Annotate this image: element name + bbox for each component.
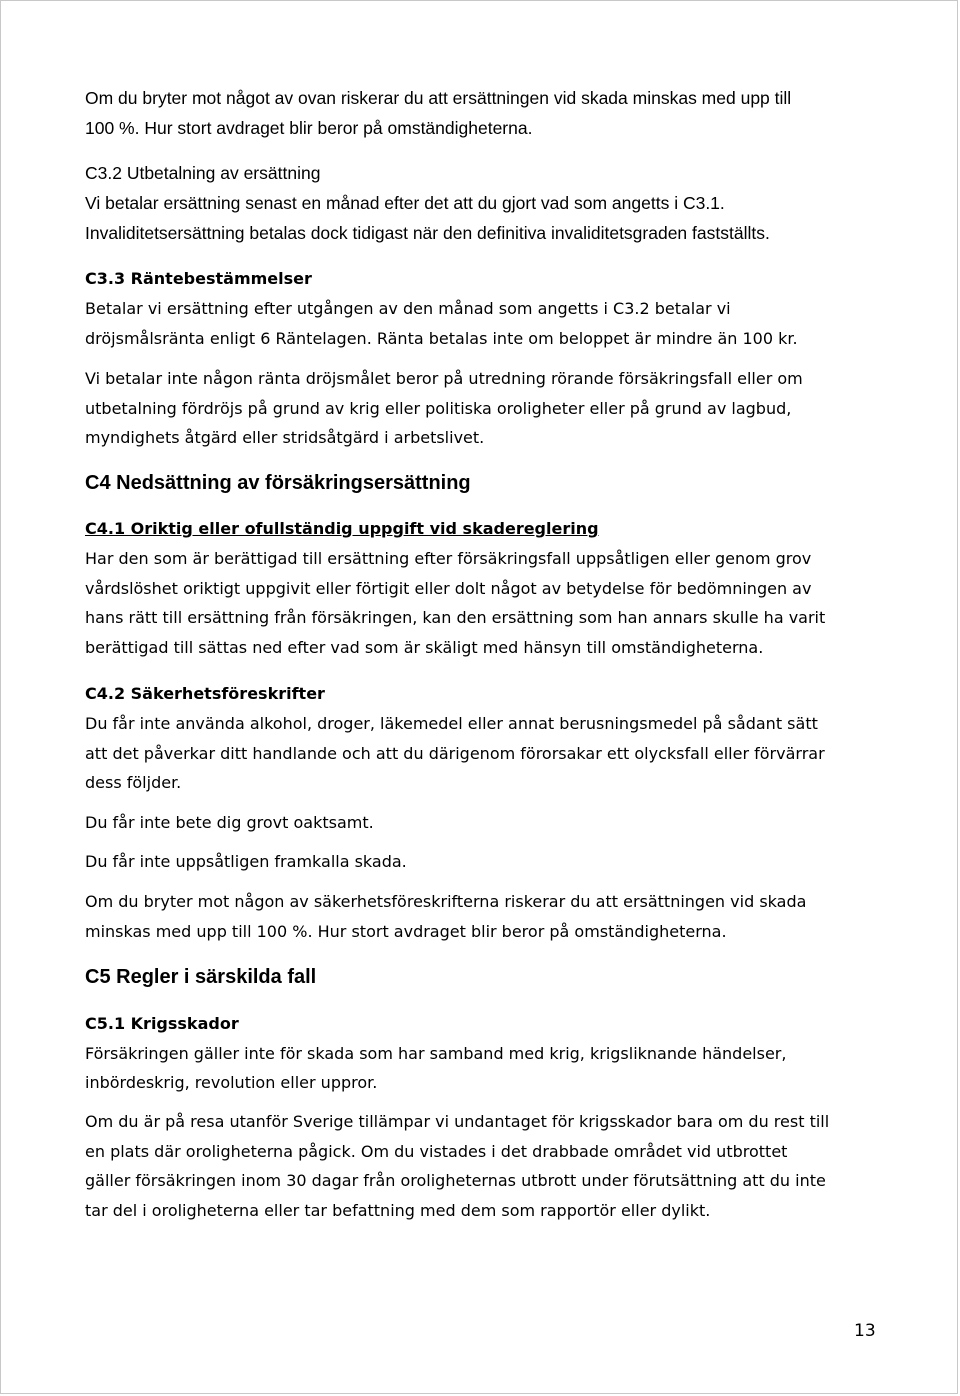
paragraph-line: en plats där oroligheterna pågick. Om du vistades i det drabbade området vid utbrottet bbox=[85, 1142, 788, 1161]
paragraph-line: hans rätt till ersättning från försäkringen, kan den ersättning som han annars skulle ha varit bbox=[85, 608, 826, 627]
paragraph-line: myndighets åtgärd eller stridsåtgärd i arbetslivet. bbox=[85, 428, 485, 447]
paragraph-line: Försäkringen gäller inte för skada som har samband med krig, krigsliknande händelser, bbox=[85, 1044, 787, 1063]
paragraph-line: dröjsmålsränta enligt 6 Räntelagen. Ränta betalas inte om beloppet är mindre än 100 kr. bbox=[85, 329, 798, 348]
paragraph-line: vårdslöshet oriktigt uppgivit eller förtigit eller dolt något av betydelse för bedömningen av bbox=[85, 579, 812, 598]
paragraph-line: berättigad till sättas ned efter vad som är skäligt med hänsyn till omständigheterna. bbox=[85, 638, 764, 657]
paragraph-line: Du får inte använda alkohol, droger, läkemedel eller annat berusningsmedel på sådant sätt bbox=[85, 714, 818, 733]
paragraph-line: Vi betalar ersättning senast en månad efter det att du gjort vad som angetts i C3.1. bbox=[85, 193, 725, 213]
paragraph-line: inbördeskrig, revolution eller uppror. bbox=[85, 1073, 378, 1092]
section-heading-c3-2: C3.2 Utbetalning av ersättning bbox=[85, 163, 321, 183]
paragraph-line: minskas med upp till 100 %. Hur stort avdraget blir beror på omständigheterna. bbox=[85, 922, 727, 941]
paragraph-line: Har den som är berättigad till ersättning efter försäkringsfall uppsåtligen eller genom grov bbox=[85, 549, 812, 568]
section-heading-c3-3: C3.3 Räntebestämmelser bbox=[85, 269, 312, 288]
paragraph-line: Om du bryter mot någon av säkerhetsföreskrifterna riskerar du att ersättningen vid skada bbox=[85, 892, 807, 911]
section-heading-c4-1: C4.1 Oriktig eller ofullständig uppgift vid skadereglering bbox=[85, 519, 599, 538]
paragraph-line: 100 %. Hur stort avdraget blir beror på omständigheterna. bbox=[85, 118, 533, 138]
paragraph-line: Du får inte uppsåtligen framkalla skada. bbox=[85, 852, 407, 871]
chapter-heading-c5: C5 Regler i särskilda fall bbox=[85, 966, 317, 988]
paragraph-line: Invaliditetsersättning betalas dock tidigast när den definitiva invaliditetsgraden fastställts. bbox=[85, 223, 770, 243]
paragraph-line: Om du är på resa utanför Sverige tillämpar vi undantaget för krigsskador bara om du rest till bbox=[85, 1112, 830, 1131]
paragraph-line: Du får inte bete dig grovt oaktsamt. bbox=[85, 813, 374, 832]
paragraph-line: Om du bryter mot något av ovan riskerar du att ersättningen vid skada minskas med upp till bbox=[85, 88, 792, 108]
paragraph-line: tar del i oroligheterna eller tar befattning med dem som rapportör eller dylikt. bbox=[85, 1201, 711, 1220]
page-number: 13 bbox=[854, 1321, 876, 1341]
chapter-heading-c4: C4 Nedsättning av försäkringsersättning bbox=[85, 472, 471, 494]
paragraph-line: Betalar vi ersättning efter utgången av den månad som angetts i C3.2 betalar vi bbox=[85, 299, 731, 318]
paragraph-line: att det påverkar ditt handlande och att du därigenom förorsakar ett olycksfall eller förvärrar bbox=[85, 744, 825, 763]
section-heading-c5-1: C5.1 Krigsskador bbox=[85, 1014, 239, 1033]
paragraph-line: dess följder. bbox=[85, 773, 182, 792]
paragraph-line: Vi betalar inte någon ränta dröjsmålet beror på utredning rörande försäkringsfall eller om bbox=[85, 369, 803, 388]
section-heading-c4-2: C4.2 Säkerhetsföreskrifter bbox=[85, 684, 325, 703]
paragraph-line: utbetalning fördröjs på grund av krig eller politiska oroligheter eller på grund av lagbud, bbox=[85, 399, 792, 418]
paragraph-line: gäller försäkringen inom 30 dagar från oroligheternas utbrott under förutsättning att du inte bbox=[85, 1171, 826, 1190]
